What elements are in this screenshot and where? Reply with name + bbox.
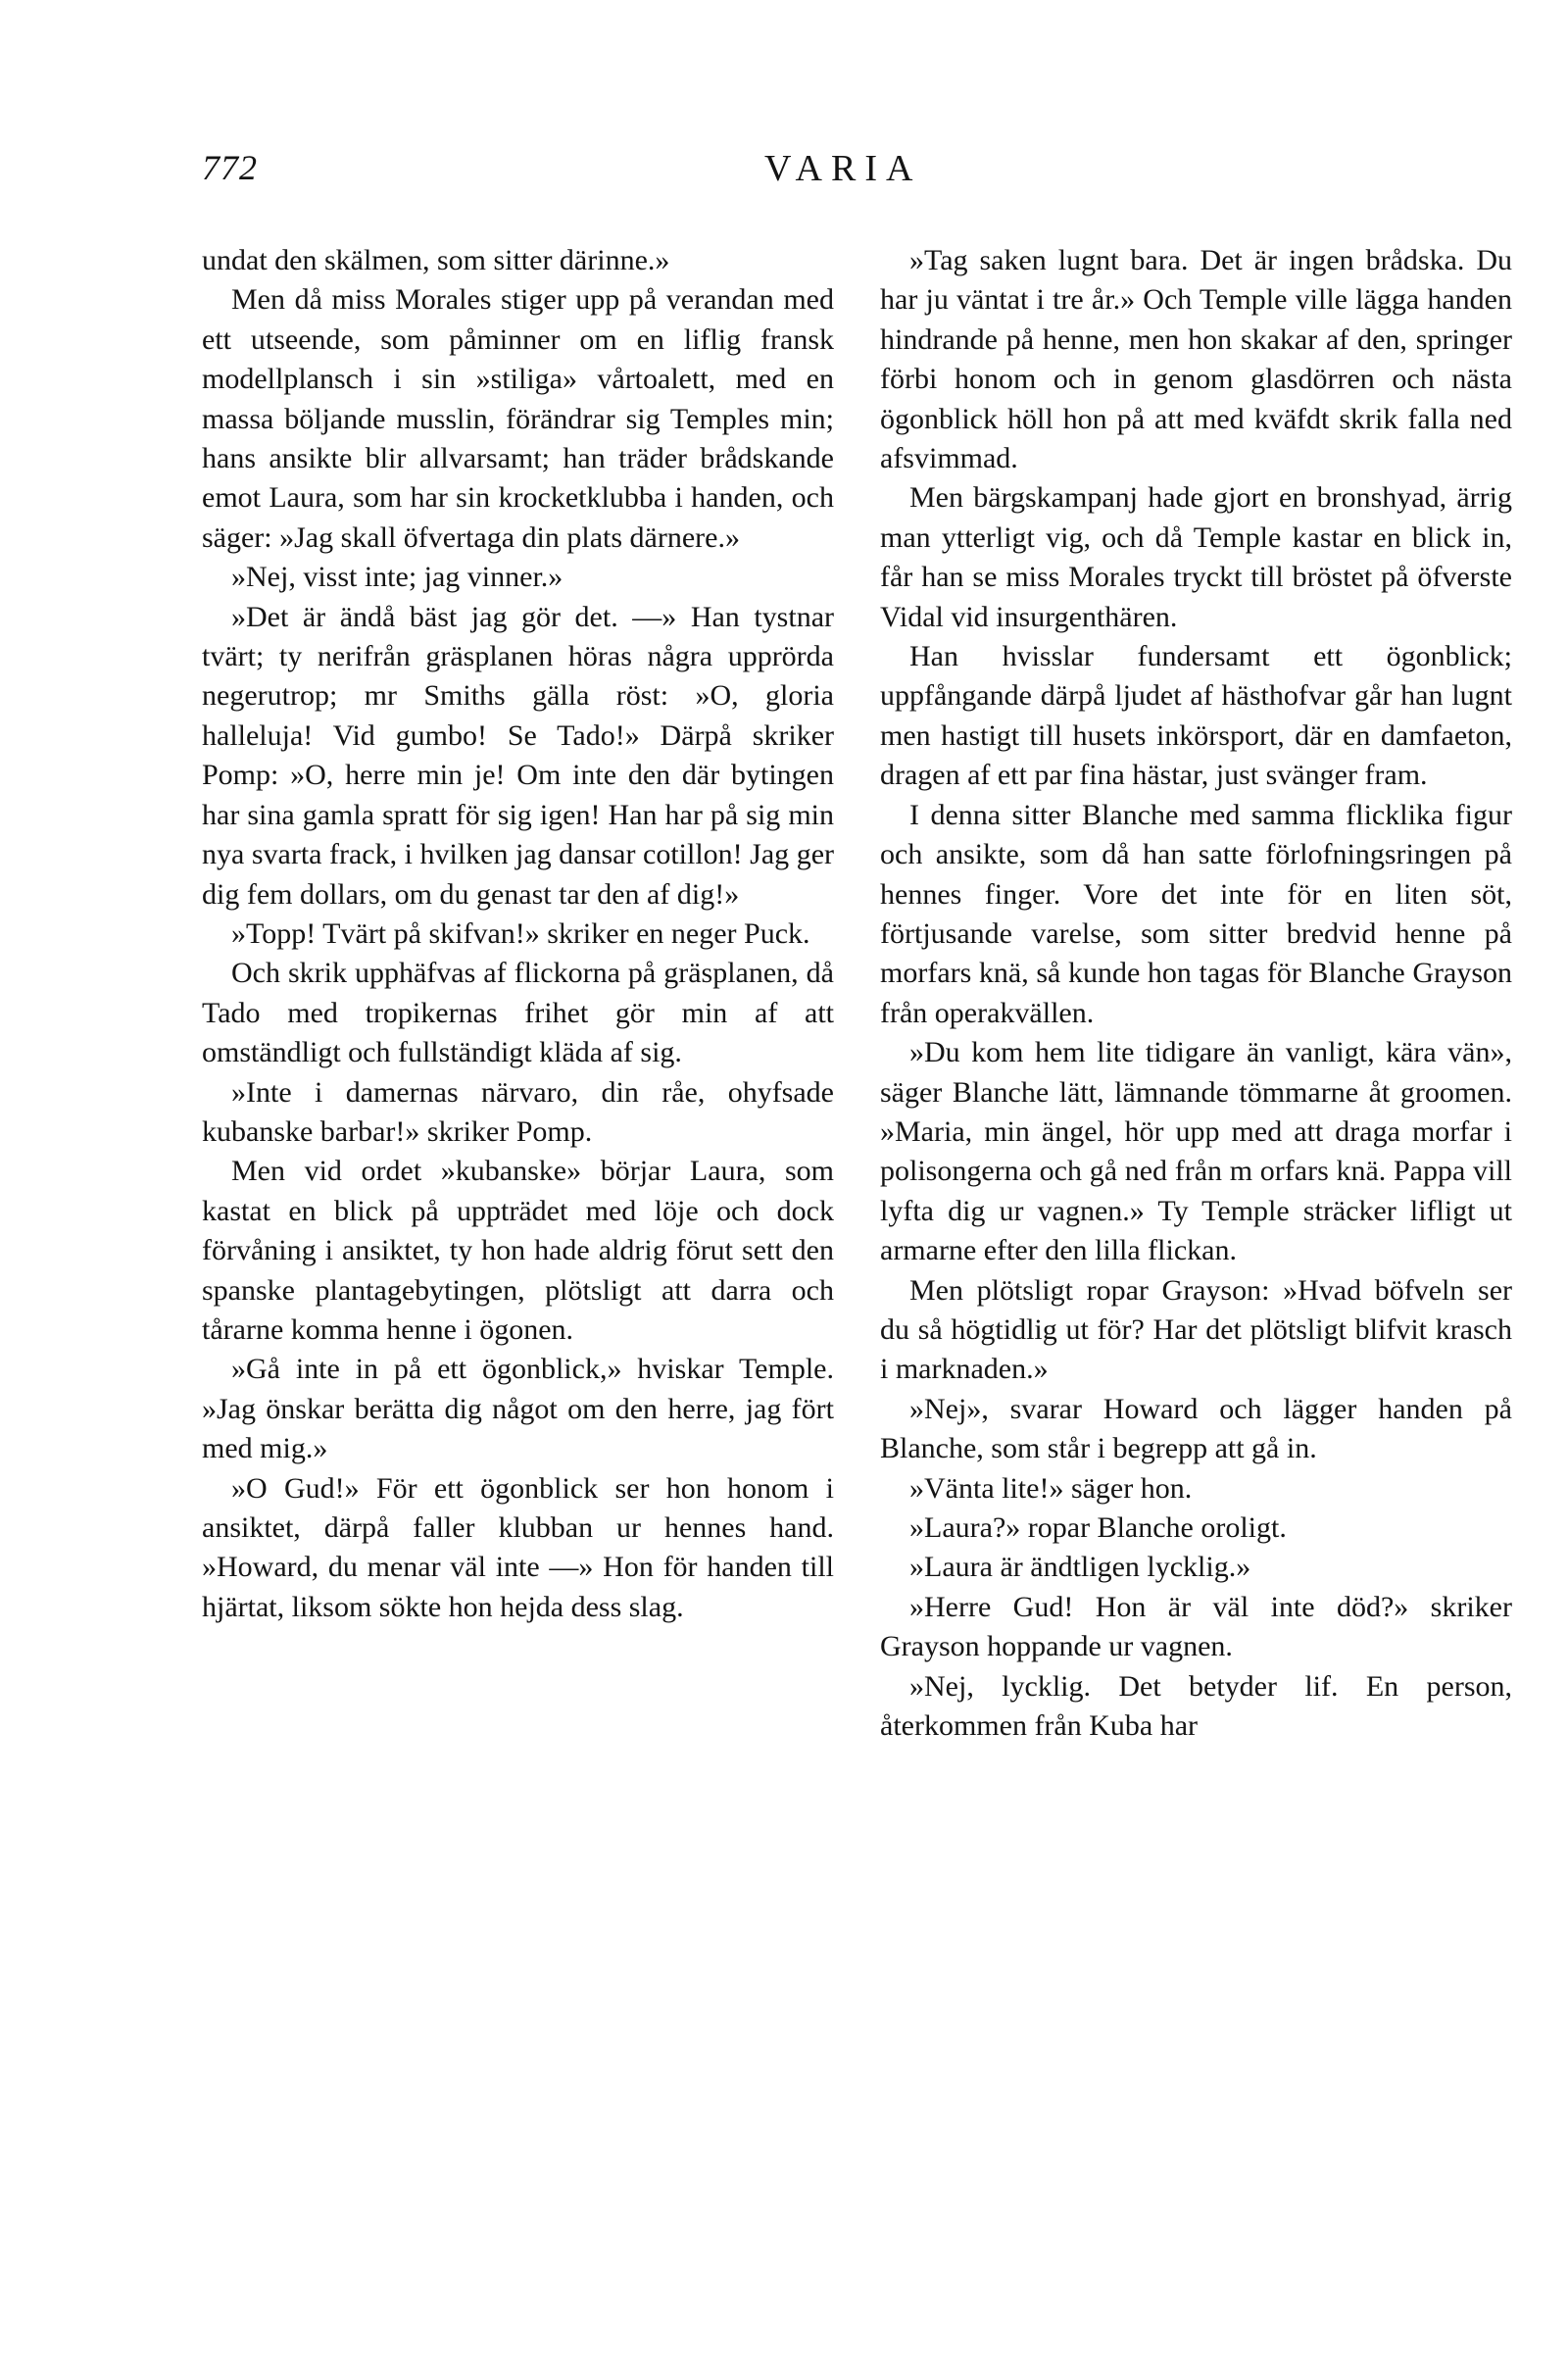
running-head: VARIA xyxy=(764,148,922,189)
paragraph: »Gå inte in på ett ögonblick,» hviskar Temple. »Jag önskar berätta dig något om den herre, jag fört med mig.» xyxy=(202,1353,834,1465)
paragraph: »Nej, lycklig. Det betyder lif. En person, återkommen från Kuba har xyxy=(880,1669,1512,1743)
paragraph: »Det är ändå bäst jag gör det. —» Han tystnar tvärt; ty nerifrån gräsplanen höras några upprörda negerutrop; mr Smiths gälla röst: »O, gloria halleluja! Vid gumbo! Se Tado!» Därpå skriker Pomp: »O, herre min je! Om inte den där bytingen har sina gamla spratt för sig igen! Han har på sig min nya svarta frack, i hvilken jag dansar cotillon! Jag ger dig fem dollars, om du genast tar den af dig!» xyxy=(202,600,834,911)
paragraph: Men plötsligt ropar Grayson: »Hvad böfveln ser du så högtidlig ut för? Har det plötsligt blifvit krasch i marknaden.» xyxy=(880,1273,1512,1386)
paragraph: »Topp! Tvärt på skifvan!» skriker en neger Puck. xyxy=(231,916,810,950)
paragraph: »Herre Gud! Hon är väl inte död?» skriker Grayson hoppande ur vagnen. xyxy=(880,1590,1512,1663)
paragraph: »Laura?» ropar Blanche oroligt. xyxy=(909,1511,1287,1544)
paragraph: »Tag saken lugnt bara. Det är ingen brådska. Du har ju väntat i tre år.» Och Temple ville lägga handen hindrande på henne, men hon skakar af den, springer förbi honom och in genom glasdörren och nästa ögonblick höll hon på att med kväfdt skrik falla ned afsvimmad. xyxy=(880,244,1512,475)
left-column xyxy=(202,241,834,1627)
paragraph: undat den skälmen, som sitter därinne.» xyxy=(202,244,670,276)
page-number: 772 xyxy=(202,148,258,187)
paragraph: »Inte i damernas närvaro, din råe, ohyfsade kubanske barbar!» skriker Pomp. xyxy=(202,1075,834,1148)
paragraph: Och skrik upphäfvas af flickorna på gräsplanen, då Tado med tropikernas frihet gör min af att omständligt och fullständigt kläda af sig. xyxy=(202,957,834,1069)
right-column xyxy=(880,241,1512,1746)
paragraph: »O Gud!» För ett ögonblick ser hon honom i ansiktet, därpå faller klubban ur hennes hand. »Howard, du menar väl inte —» Hon för handen till hjärtat, liksom sökte hon hejda dess slag. xyxy=(202,1471,834,1623)
paragraph: I denna sitter Blanche med samma flicklika figur och ansikte, som då han satte förlofningsringen på hennes finger. Vore det inte för en liten söt, förtjusande varelse, som sitter bredvid henne på morfars knä, så kunde hon tagas för Blanche Grayson från operakvällen. xyxy=(880,798,1512,1029)
paragraph: Han hvisslar fundersamt ett ögonblick; uppfångande därpå ljudet af hästhofvar går han lugnt men hastigt till husets inkörsport, där en damfaeton, dragen af ett par fina hästar, just svänger fram. xyxy=(880,640,1512,792)
paragraph: »Laura är ändtligen lycklig.» xyxy=(909,1551,1251,1584)
paragraph: »Nej», svarar Howard och lägger handen på Blanche, som står i begrepp att gå in. xyxy=(880,1392,1512,1465)
paragraph: Men bärgskampanj hade gjort en bronshyad, ärrig man ytterligt vig, och då Temple kastar en blick in, får han se miss Morales tryckt till bröstet på öfverste Vidal vid insurgenthären. xyxy=(880,481,1512,633)
paragraph: »Vänta lite!» säger hon. xyxy=(909,1471,1193,1505)
paragraph: Men då miss Morales stiger upp på verandan med ett utseende, som påminner om en liflig fransk modellplansch i sin »stiliga» vårtoalett, med en massa böljande musslin, förändrar sig Temples min; hans ansikte blir allvarsamt; han träder brådskande emot Laura, som har sin krocketklubba i handen, och säger: »Jag skall öfvertaga din plats därnere.» xyxy=(202,283,834,554)
paragraph: »Du kom hem lite tidigare än vanligt, kära vän», säger Blanche lätt, lämnande tömmarne åt groomen. »Maria, min ängel, hör upp med att draga morfar i polisongerna och gå ned från m orfars knä. Pappa vill lyfta dig ur vagnen.» Ty Temple sträcker lifligt ut armarne efter den lilla flickan. xyxy=(880,1036,1512,1267)
paragraph: Men vid ordet »kubanske» börjar Laura, som kastat en blick på uppträdet med löje och dock förvåning i ansiktet, ty hon hade aldrig förut sett den spanske plantagebytingen, plötsligt att darra och tårarne komma henne i ögonen. xyxy=(202,1155,834,1346)
paragraph: »Nej, visst inte; jag vinner.» xyxy=(231,561,564,594)
